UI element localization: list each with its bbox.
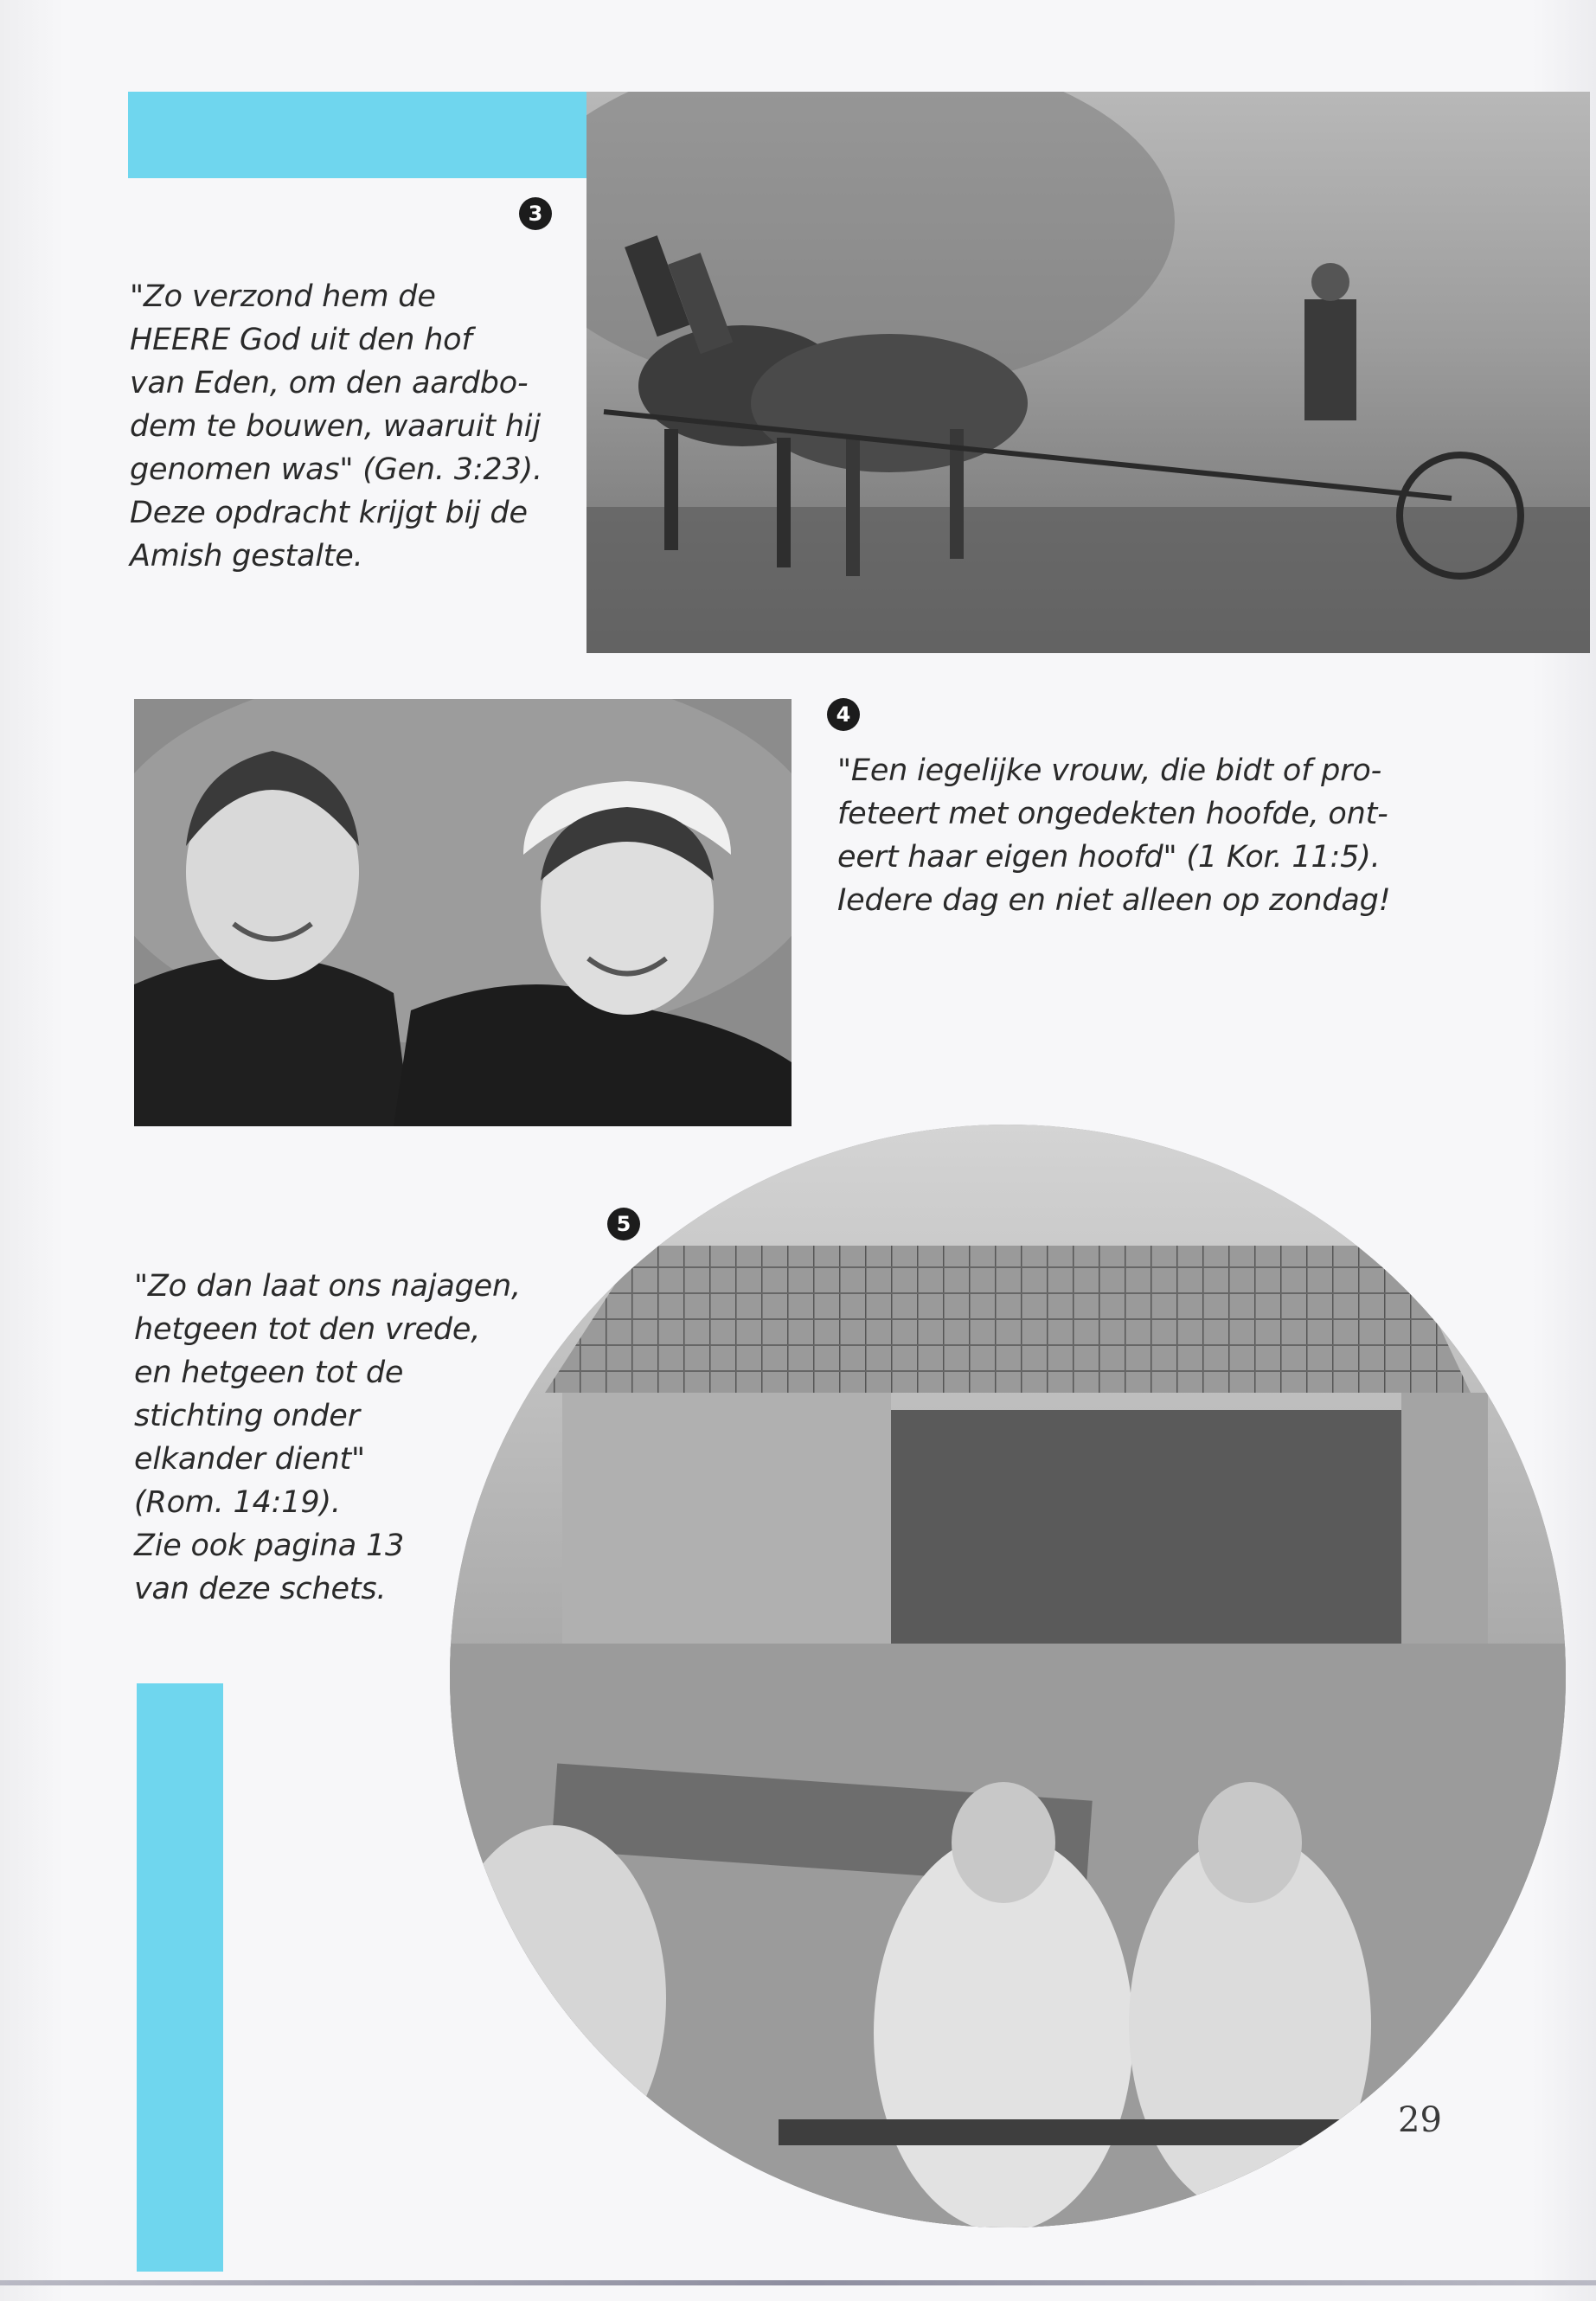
caption-corinthians-line: Iedere dag en niet alleen op zondag! <box>837 883 1391 918</box>
photo-barn-raising-image <box>450 1125 1566 2227</box>
caption-genesis-line: genomen was" (Gen. 3:23). <box>130 452 542 487</box>
photo-horse-plow <box>586 92 1590 653</box>
caption-romans-line: en hetgeen tot de <box>134 1356 404 1390</box>
caption-romans-line: "Zo dan laat ons najagen, <box>134 1269 521 1304</box>
figure-number-5-badge: 5 <box>607 1208 640 1240</box>
caption-corinthians-line: feteert met ongedekten hoofde, ont- <box>837 797 1388 831</box>
caption-romans-line: stichting onder <box>134 1399 360 1433</box>
caption-corinthians <box>837 749 1391 922</box>
caption-genesis-line: Deze opdracht krijgt bij de <box>130 496 528 530</box>
caption-genesis-line: van Eden, om den aardbo- <box>130 366 529 401</box>
figure-number-4-badge: 4 <box>827 698 860 731</box>
figure-number-3-badge: 3 <box>519 197 552 230</box>
caption-genesis-line: "Zo verzond hem de <box>130 279 436 314</box>
caption-romans-line: (Rom. 14:19). <box>134 1485 341 1520</box>
caption-genesis-line: Amish gestalte. <box>130 539 363 574</box>
photo-barn-raising <box>450 1125 1566 2227</box>
caption-genesis <box>130 275 542 578</box>
caption-corinthians-line: "Een iegelijke vrouw, die bidt of pro- <box>837 753 1382 788</box>
caption-corinthians-line: eert haar eigen hoofd" (1 Kor. 11:5). <box>837 840 1381 875</box>
caption-genesis-line: HEERE God uit den hof <box>130 323 472 357</box>
caption-romans-line: hetgeen tot den vrede, <box>134 1312 481 1347</box>
caption-romans-line: Zie ook pagina 13 <box>134 1529 405 1563</box>
photo-two-girls-image <box>134 699 792 1126</box>
accent-bar-left <box>137 1683 223 2272</box>
bottom-edge <box>0 2280 1596 2285</box>
caption-romans <box>134 1265 521 1611</box>
accent-bar-top <box>128 92 586 178</box>
photo-two-girls <box>134 699 792 1126</box>
caption-genesis-line: dem te bouwen, waaruit hij <box>130 409 541 444</box>
caption-romans-line: van deze schets. <box>134 1572 387 1606</box>
caption-romans-line: elkander dient" <box>134 1442 365 1477</box>
photo-horse-plow-image <box>586 92 1590 653</box>
page-number: 29 <box>1398 2100 1442 2140</box>
